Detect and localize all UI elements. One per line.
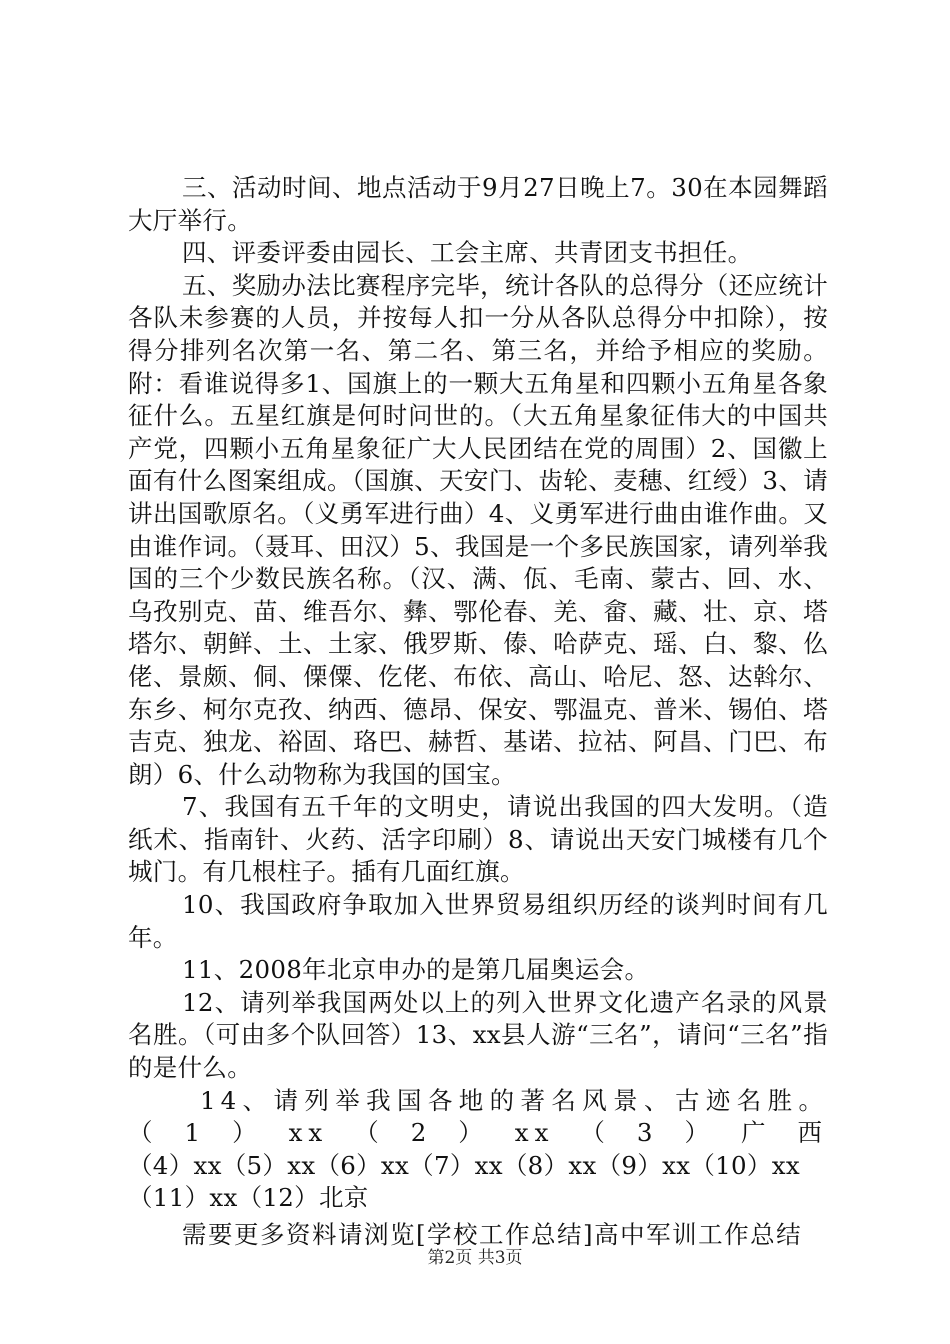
document-body (128, 172, 828, 1252)
paragraph-more-info: 需要更多资料请浏览[学校工作总结]高中军训工作总结 (182, 1220, 803, 1249)
scenery-list-line-1: （1）xx（2）xx（3）广西 (128, 1118, 828, 1148)
paragraph-question-10: 10、我国政府争取加入世界贸易组织历经的谈判时间有几年。 (128, 890, 828, 952)
paragraph-question-14: 14、请列举我国各地的著名风景、古迹名胜。 (200, 1085, 828, 1115)
paragraph-question-11: 11、2008年北京申办的是第几届奥运会。 (182, 955, 650, 985)
page-footer: 第2页 共3页 (427, 1248, 523, 1268)
paragraph-judges: 四、评委评委由园长、工会主席、共青团支书担任。 (182, 238, 753, 268)
paragraph-question-7-8: 7、我国有五千年的文明史，请说出我国的四大发明。（造纸术、指南针、火药、活字印刷）8、请说出天安门城楼有几个城门。有几根柱子。插有几面红旗。 (128, 792, 828, 887)
paragraph-activity-time: 三、活动时间、地点活动于9月27日晚上7。30在本园舞蹈大厅举行。 (128, 173, 828, 235)
scenery-list-line-2: （4）xx（5）xx（6）xx（7）xx（8）xx（9）xx（10）xx（11）xx（12）北京 (128, 1150, 800, 1213)
paragraph-rewards: 五、奖励办法比赛程序完毕，统计各队的总得分（还应统计各队未参赛的人员，并按每人扣一分从各队总得分中扣除），按得分排列名次第一名、第二名、第三名，并给予相应的奖励。附：看谁说得多1、国旗上的一颗大五角星和四颗小五角星各象征什么。五星红旗是何时问世的。（大五角星象征伟大的中国共产党，四颗小五角星象征广大人民团结在党的周围）2、国徽上面有什么图案组成。（国旗、天安门、齿轮、麦穗、红绶）3、请讲出国歌原名。（义勇军进行曲）4、义勇军进行曲由谁作曲。又由谁作词。（聂耳、田汉）5、我国是一个多民族国家，请列举我国的三个少数民族名称。（汉、满、佤、毛南、蒙古、回、水、乌孜别克、苗、维吾尔、彝、鄂伦春、羌、畲、藏、壮、京、塔塔尔、朝鲜、土、土家、俄罗斯、傣、哈萨克、瑶、白、黎、仫佬、景颇、侗、傈僳、仡佬、布依、高山、哈尼、怒、达斡尔、东乡、柯尔克孜、纳西、德昂、保安、鄂温克、普米、锡伯、塔吉克、独龙、裕固、珞巴、赫哲、基诺、拉祜、阿昌、门巴、布朗）6、什么动物称为我国的国宝。 (128, 270, 828, 789)
paragraph-question-12-13: 12、请列举我国两处以上的列入世界文化遗产名录的风景名胜。（可由多个队回答）13、xx县人游“三名”，请问“三名”指的是什么。 (128, 987, 828, 1083)
